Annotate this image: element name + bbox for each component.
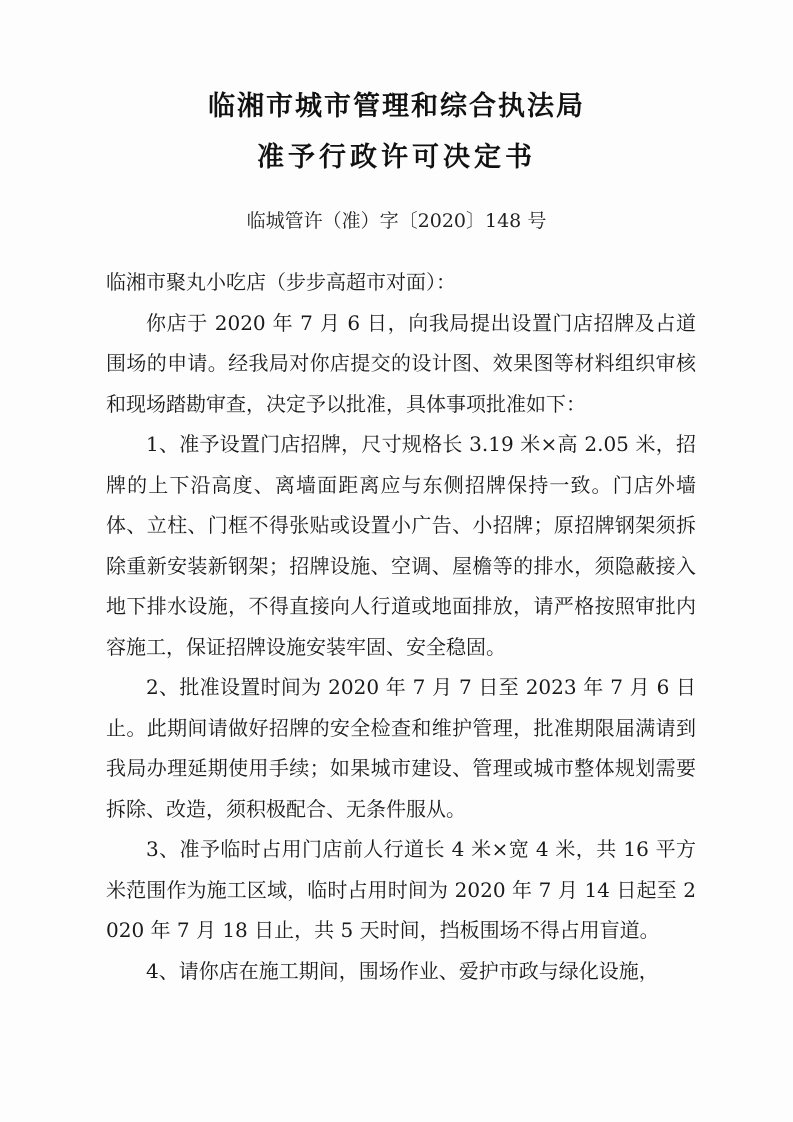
paragraph-item-2: 2、批准设置时间为 2020 年 7 月 7 日至 2023 年 7 月 6 日止。此期间请做好招牌的安全检查和维护管理，批准期限届满请到我局办理延期使用手续；如果城市建设、管理或城市整体规划需要拆除、改造，须积极配合、无条件服从。 <box>106 675 696 821</box>
document-number: 临城管许（准）字〔2020〕148 号 <box>246 210 547 232</box>
paragraph-item-1: 1、准予设置门店招牌，尺寸规格长 3.19 米×高 2.05 米，招牌的上下沿高度、离墙面距离应与东侧招牌保持一致。门店外墙体、立柱、门框不得张贴或设置小广告、小招牌；原招牌钢架须拆除重新安装新钢架；招牌设施、空调、屋檐等的排水，须隐蔽接入地下排水设施，不得直接向人行道或地面排放，请严格按照审批内容施工，保证招牌设施安装牢固、安全稳固。 <box>106 432 696 659</box>
paragraph-item-3: 3、准予临时占用门店前人行道长 4 米×宽 4 米，共 16 平方米范围作为施工区域，临时占用时间为 2020 年 7 月 14 日起至 2020 年 7 月 18 日止，共 5 天时间，挡板围场不得占用盲道。 <box>106 837 696 942</box>
document-title-issuer: 临湘市城市管理和综合执法局 <box>208 91 585 122</box>
paragraph-intro: 你店于 2020 年 7 月 6 日，向我局提出设置门店招牌及占道围场的申请。经我局对你店提交的设计图、效果图等材料组织审核和现场踏勘审查，决定予以批准，具体事项批准如下： <box>106 310 696 416</box>
document-title-type: 准予行政许可决定书 <box>257 142 536 173</box>
document-body <box>106 262 696 991</box>
paragraph-item-4: 4、请你店在施工期间，围场作业、爱护市政与绿化设施， <box>146 958 659 983</box>
addressee: 临湘市聚丸小吃店（步步高超市对面）： <box>106 270 456 294</box>
